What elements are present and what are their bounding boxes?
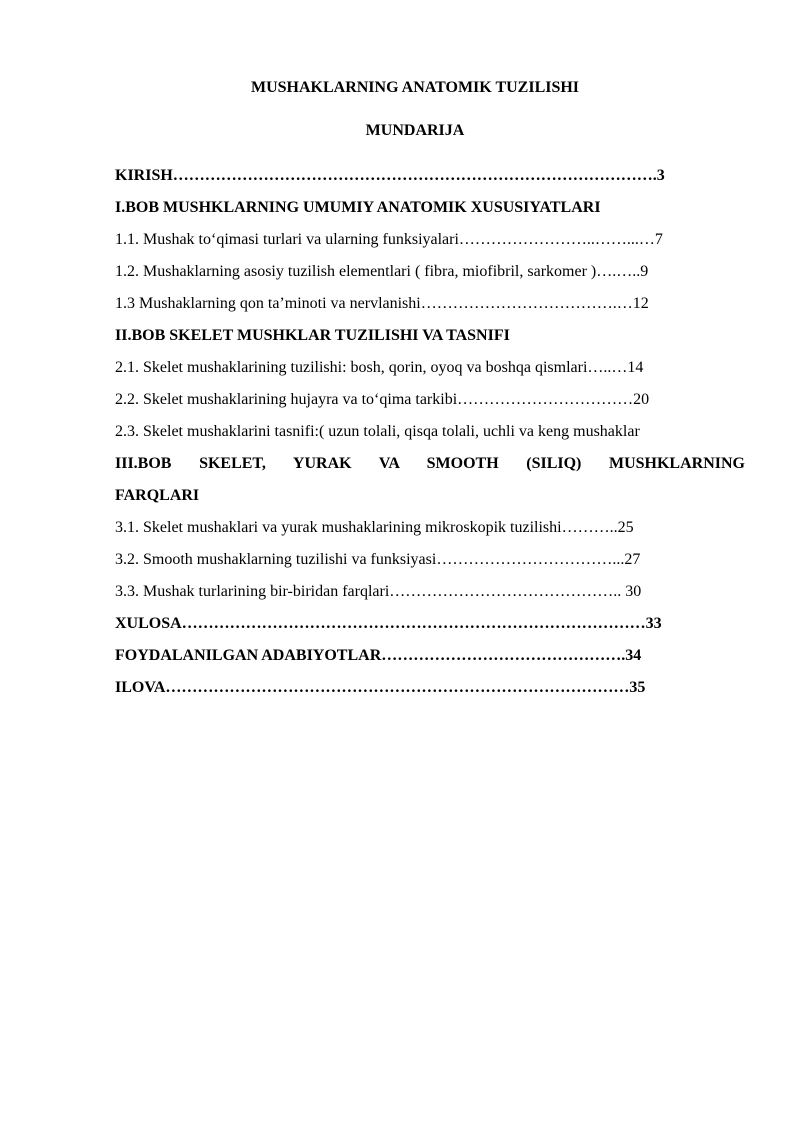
document-title: MUSHAKLARNING ANATOMIK TUZILISHI [250,79,580,96]
toc-entry-3-2: 3.2. Smooth mushaklarning tuzilishi va funksiyasi……………………………...27 [115,551,641,568]
toc-heading: MUNDARIJA [365,122,465,139]
toc-entry-ilova: ILOVA……………………………………………………………………………35 [115,679,646,696]
toc-entry-3-3: 3.3. Mushak turlarining bir-biridan farqlari…………………………………….. 30 [115,583,642,600]
toc-entry-3-1: 3.1. Skelet mushaklari va yurak mushaklarining mikroskopik tuzilishi………..25 [115,519,634,536]
toc-entry-adabiyotlar: FOYDALANILGAN ADABIYOTLAR……………………………………….34 [115,647,642,664]
toc-chapter-2: II.BOB SKELET MUSHKLAR TUZILISHI VA TASNIFI [115,327,510,344]
toc-entry-xulosa: XULOSA……………………………………………………………………………33 [115,615,662,632]
toc-chapter-1: I.BOB MUSHKLARNING UMUMIY ANATOMIK XUSUSIYATLARI [115,199,601,216]
table-of-contents [115,160,745,704]
toc-chapter-3-continued: FARQLARI [115,487,200,504]
toc-entry-1-3: 1.3 Mushaklarning qon ta’minoti va nervlanishi……………………………….…12 [115,295,649,312]
toc-entry-2-2: 2.2. Skelet mushaklarining hujayra va to‘qima tarkibi……………………………20 [115,391,650,408]
toc-entry-2-1: 2.1. Skelet mushaklarining tuzilishi: bosh, qorin, oyoq va boshqa qismlari…..…14 [115,359,644,376]
toc-entry-2-3: 2.3. Skelet mushaklarini tasnifi:( uzun tolali, qisqa tolali, uchli va keng mushaklar [115,423,640,440]
toc-entry-kirish: KIRISH……………………………………………………………………………….3 [115,167,665,184]
toc-chapter-3: III.BOB SKELET, YURAK VA SMOOTH (SILIQ) MUSHKLARNING [115,455,745,472]
toc-entry-1-1: 1.1. Mushak to‘qimasi turlari va ularning funksiyalari……………………..……...…7 [115,231,663,248]
toc-entry-1-2: 1.2. Mushaklarning asosiy tuzilish elementlari ( fibra, miofibril, sarkomer )….…..9 [115,263,649,280]
